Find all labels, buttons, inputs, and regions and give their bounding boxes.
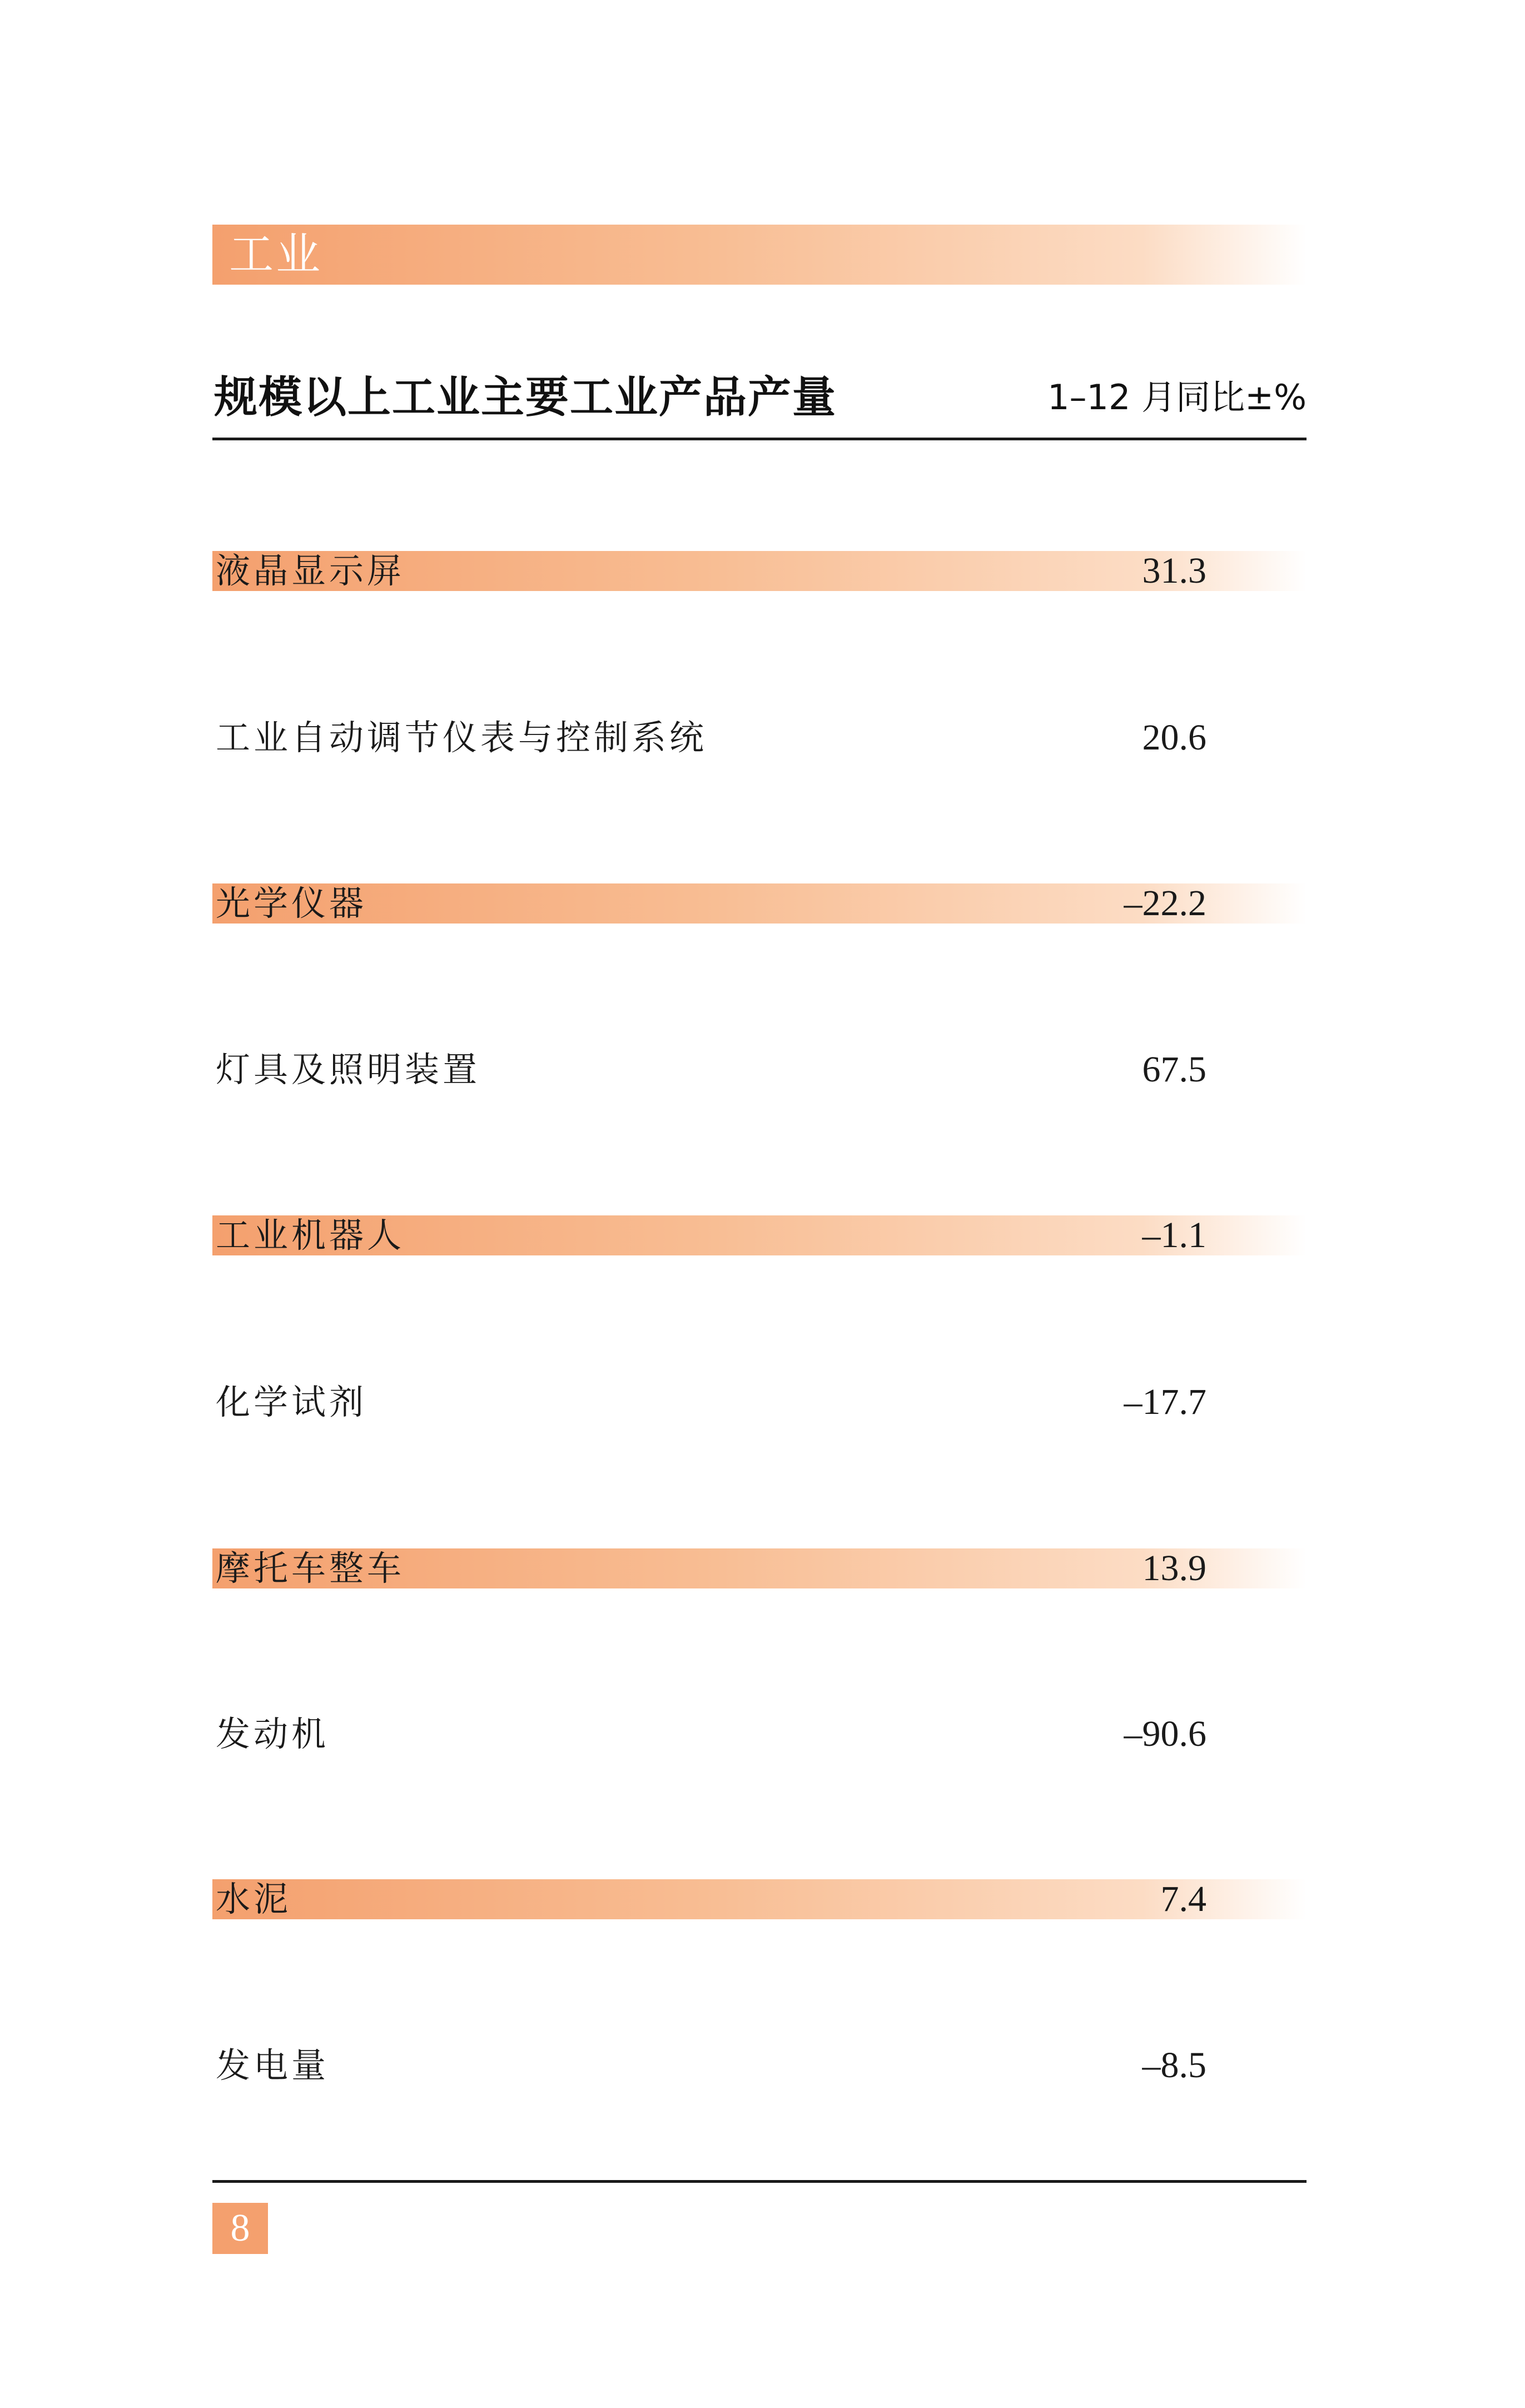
table-row <box>212 1050 1307 1090</box>
table-row <box>212 1548 1307 1588</box>
row-value: –90.6 <box>1124 1714 1206 1754</box>
row-label: 化学试剂 <box>216 1382 367 1422</box>
row-value: –22.2 <box>1124 883 1206 924</box>
row-label: 液晶显示屏 <box>216 550 405 591</box>
row-value: –1.1 <box>1142 1215 1206 1255</box>
row-value: 31.3 <box>1142 550 1206 591</box>
table-title: 规模以上工业主要工业产品产量 <box>214 373 837 423</box>
page-number: 8 <box>230 2207 250 2250</box>
table-row <box>212 551 1307 591</box>
row-label: 发动机 <box>216 1714 330 1754</box>
table-row <box>212 718 1307 758</box>
table-row <box>212 2045 1307 2086</box>
table-row <box>212 1215 1307 1255</box>
row-label: 光学仪器 <box>216 883 367 924</box>
footer-divider <box>212 2180 1307 2183</box>
row-label: 摩托车整车 <box>216 1548 405 1588</box>
row-label: 水泥 <box>216 1879 292 1919</box>
table-row <box>212 1714 1307 1754</box>
row-value: 7.4 <box>1160 1879 1206 1919</box>
header-divider <box>212 438 1307 440</box>
row-label: 工业机器人 <box>216 1215 405 1255</box>
page-number-badge <box>212 2203 268 2254</box>
row-value: 20.6 <box>1142 717 1206 758</box>
row-label: 发电量 <box>216 2045 330 2086</box>
row-label: 灯具及照明装置 <box>216 1049 481 1090</box>
row-value: –8.5 <box>1142 2045 1206 2086</box>
row-label: 工业自动调节仪表与控制系统 <box>216 717 708 758</box>
table-row <box>212 1382 1307 1422</box>
section-banner <box>212 225 1307 285</box>
table-row <box>212 1879 1307 1919</box>
row-value: 67.5 <box>1142 1049 1206 1090</box>
section-title: 工业 <box>229 229 322 280</box>
row-value: 13.9 <box>1142 1548 1206 1588</box>
table-row <box>212 883 1307 924</box>
row-value: –17.7 <box>1124 1382 1206 1422</box>
table-unit: 1–12 月同比±% <box>1047 377 1307 418</box>
